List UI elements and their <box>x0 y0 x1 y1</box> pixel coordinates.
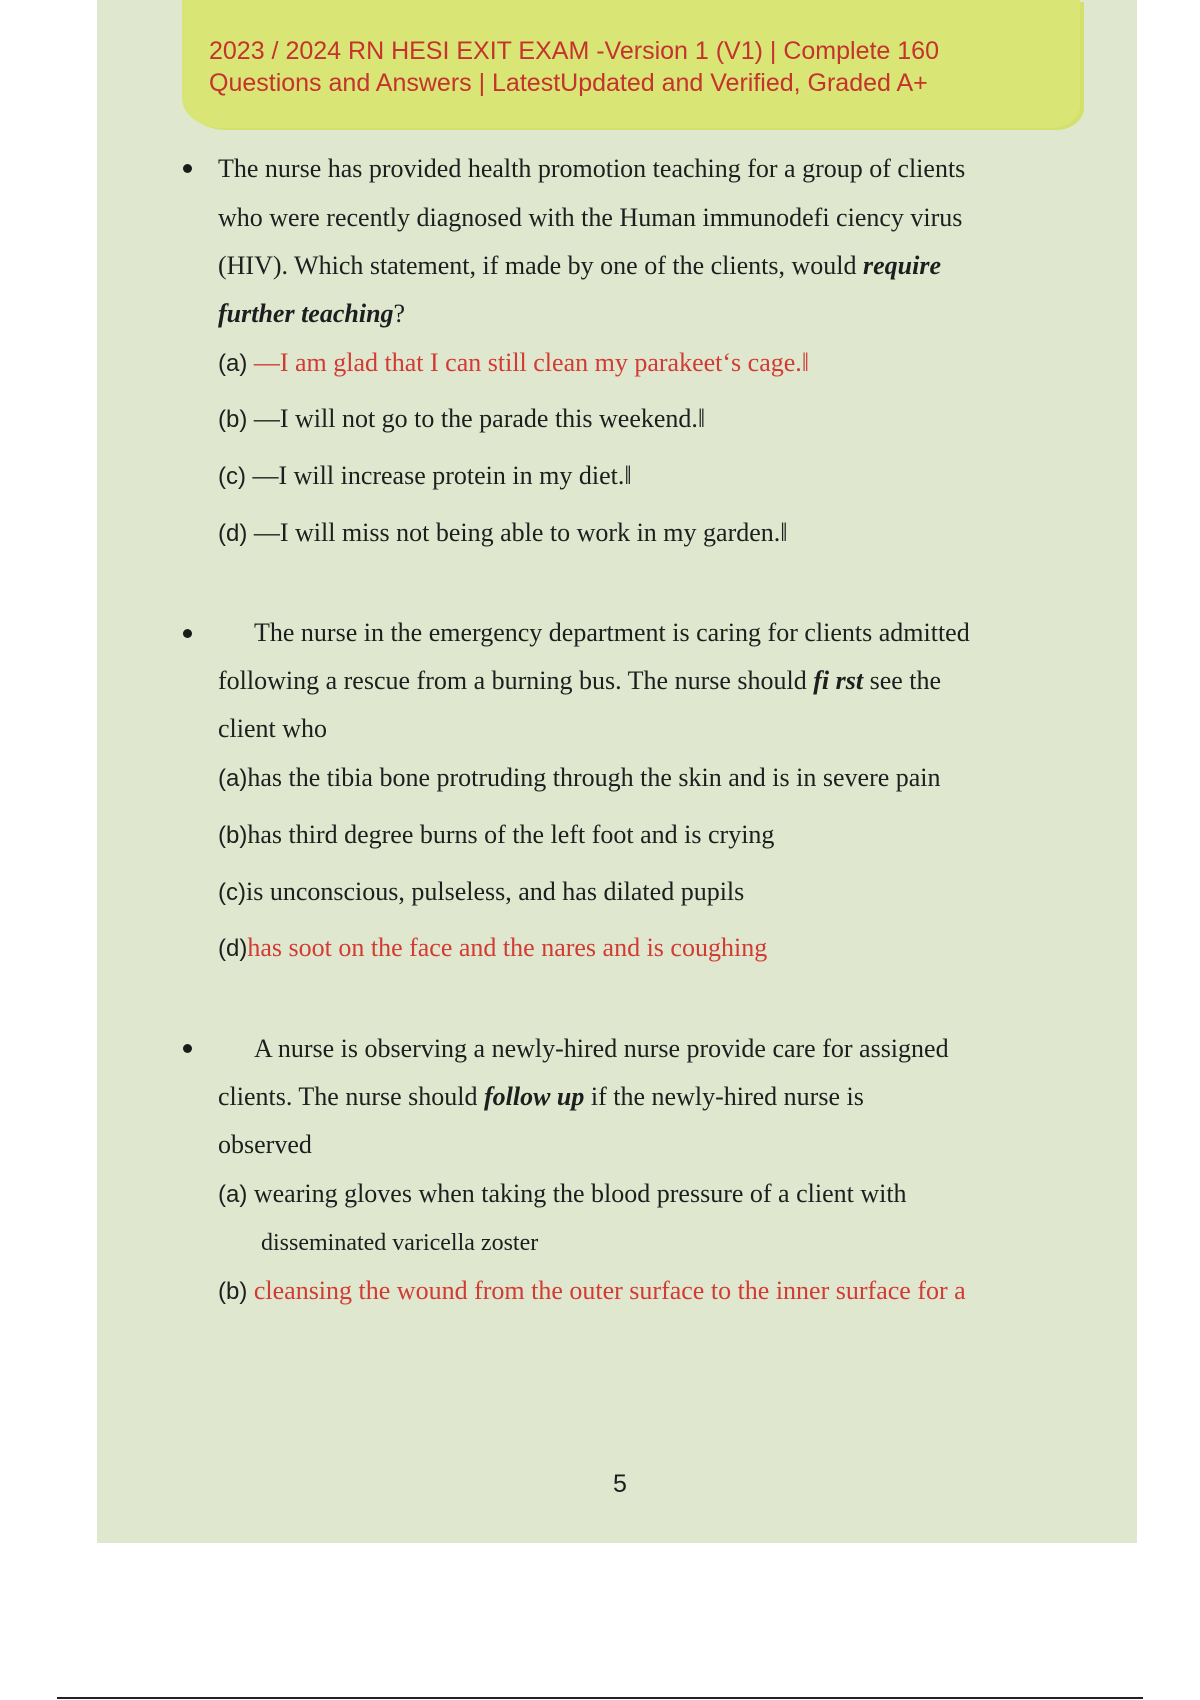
option-text: has the tibia bone protruding through the skin and is in severe pain <box>247 763 941 792</box>
option-text-correct: has soot on the face and the nares and is coughing <box>247 933 768 962</box>
option-a <box>218 1179 907 1210</box>
option-text: —I will not go to the parade this weekend.‖ <box>253 404 706 433</box>
option-letter: (c) <box>218 879 246 906</box>
stem-text: if the newly-hired nurse is <box>584 1082 864 1111</box>
question-3-stem-line-3: observed <box>218 1130 312 1159</box>
option-letter: (c) <box>218 463 246 490</box>
title-line-2: Questions and Answers | LatestUpdated and Verified, Graded A+ <box>209 69 928 97</box>
bullet-icon <box>183 629 192 638</box>
option-b <box>218 1276 966 1307</box>
option-letter: (b) <box>218 406 248 433</box>
bullet-icon <box>183 1044 192 1053</box>
stem-text: clients. The nurse should <box>218 1082 484 1111</box>
option-letter: (d) <box>218 935 248 962</box>
bottom-divider <box>57 1697 1143 1699</box>
question-1-stem-line-4 <box>218 299 405 329</box>
option-b <box>218 404 705 435</box>
question-1-stem-line-1: The nurse has provided health promotion teaching for a group of clients <box>218 154 966 183</box>
question-2-stem-line-2 <box>218 666 941 696</box>
option-text: wearing gloves when taking the blood pressure of a client with <box>253 1179 907 1208</box>
option-letter: (a) <box>218 350 248 377</box>
emphasis-text: require <box>863 251 942 280</box>
emphasis-text: fi rst <box>813 666 864 695</box>
stem-text: (HIV). Which statement, if made by one of the clients, would <box>218 251 857 280</box>
option-c <box>218 461 632 492</box>
option-a <box>218 763 941 794</box>
option-letter: (d) <box>218 520 248 547</box>
option-letter: (b) <box>218 1278 248 1305</box>
stem-text: ? <box>393 299 406 328</box>
option-letter: (a) <box>218 1181 248 1208</box>
option-text: is unconscious, pulseless, and has dilated pupils <box>245 877 745 906</box>
option-c <box>218 877 744 908</box>
question-3-stem-line-2 <box>218 1082 864 1112</box>
emphasis-text: further teaching <box>218 299 394 328</box>
question-1-stem-line-2: who were recently diagnosed with the Human immunodefi ciency virus <box>218 203 963 232</box>
page-number: 5 <box>613 1470 627 1498</box>
bullet-icon <box>183 164 192 173</box>
emphasis-text: follow up <box>483 1082 585 1111</box>
option-a <box>218 348 809 379</box>
option-text: has third degree burns of the left foot and is crying <box>247 820 775 849</box>
title-line-1: 2023 / 2024 RN HESI EXIT EXAM -Version 1 (V1) | Complete 160 <box>209 37 939 65</box>
question-1-stem-line-3 <box>218 251 941 281</box>
document-title <box>209 35 1069 99</box>
option-d <box>218 933 767 964</box>
option-text: —I will miss not being able to work in my garden.‖ <box>253 518 788 547</box>
option-b <box>218 820 774 851</box>
option-letter: (b) <box>218 822 248 849</box>
option-text-correct: cleansing the wound from the outer surface to the inner surface for a <box>253 1276 966 1305</box>
stem-text: see the <box>863 666 942 695</box>
question-2-stem-line-1: The nurse in the emergency department is caring for clients admitted <box>254 618 970 647</box>
stem-text: following a rescue from a burning bus. The nurse should <box>218 666 814 695</box>
option-letter: (a) <box>218 765 248 792</box>
option-text: —I will increase protein in my diet.‖ <box>252 461 632 490</box>
question-3-stem-line-1: A nurse is observing a newly-hired nurse provide care for assigned <box>254 1034 949 1063</box>
option-d <box>218 518 788 549</box>
option-text-correct: —I am glad that I can still clean my parakeet‘s cage.‖ <box>253 348 810 377</box>
option-a-continuation: disseminated varicella zoster <box>261 1230 539 1256</box>
question-2-stem-line-3: client who <box>218 714 328 743</box>
